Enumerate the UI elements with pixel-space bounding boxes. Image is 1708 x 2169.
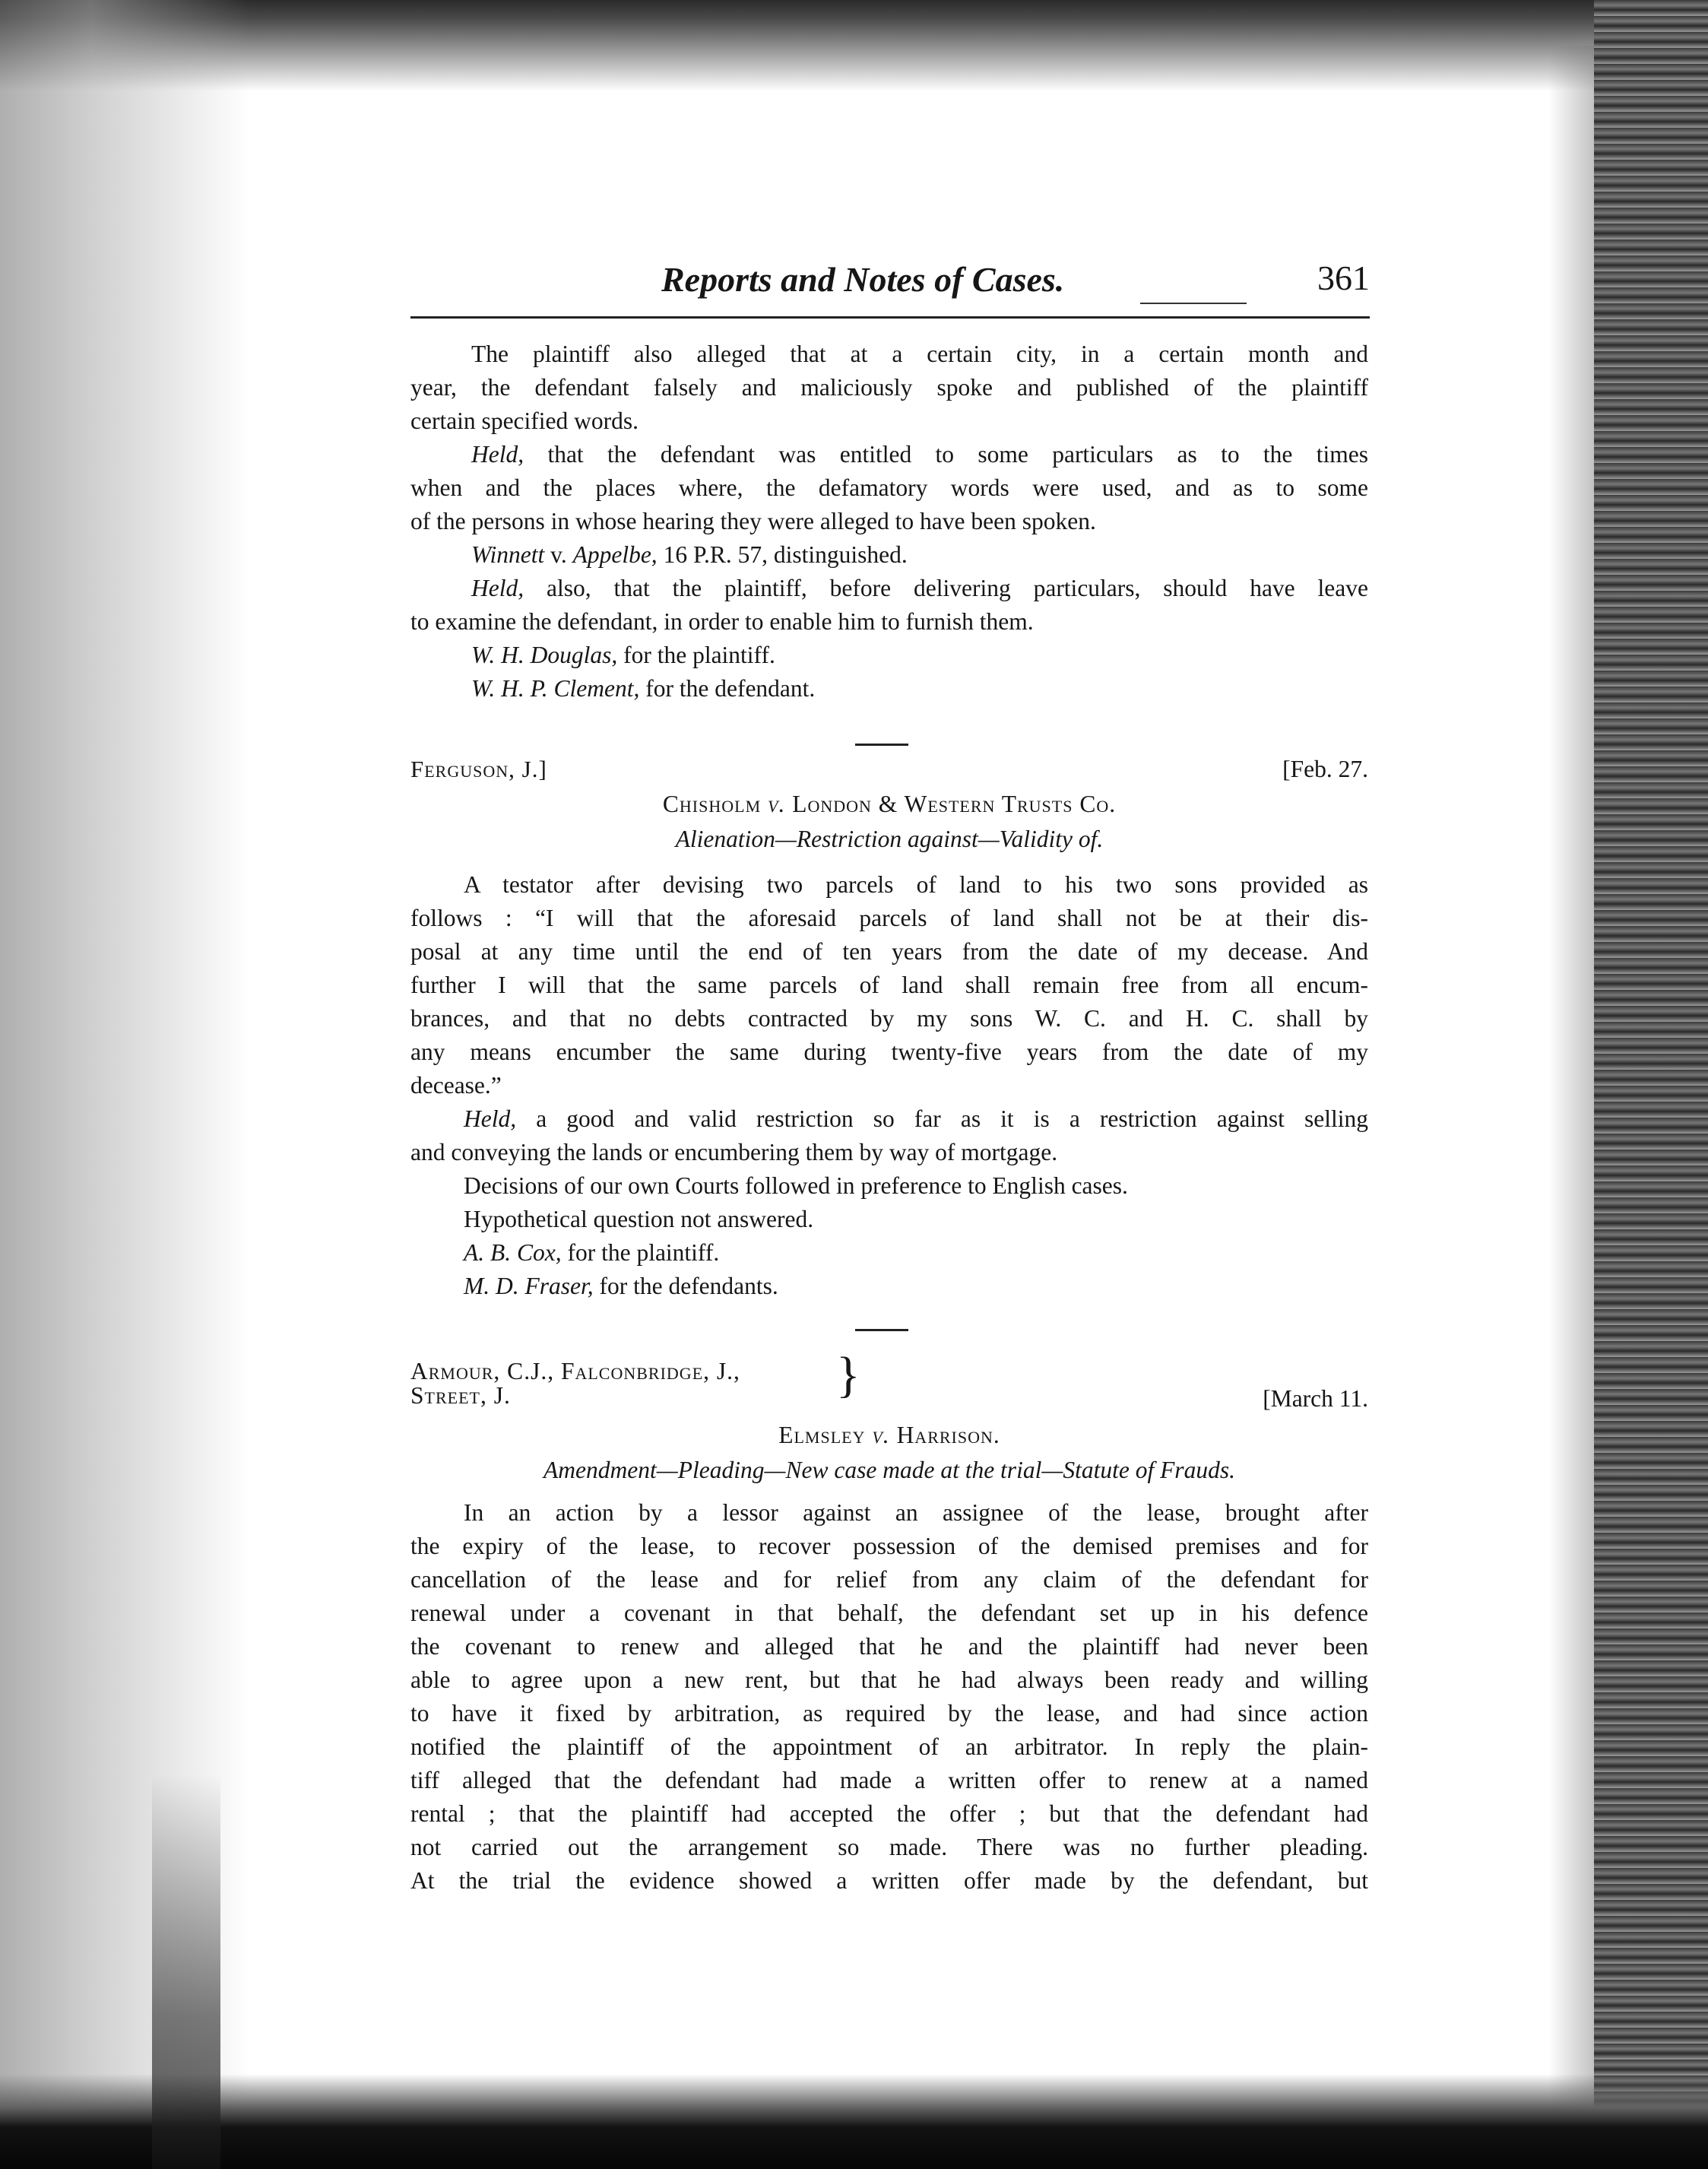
- paragraph-line: to have it fixed by arbitration, as required by the lease, and had since action: [410, 1700, 1368, 1727]
- counsel-name: W. H. Douglas,: [471, 642, 618, 668]
- paragraph-line: follows : “I will that the aforesaid parcels of land shall not be at their dis-: [410, 905, 1368, 931]
- party-name: London & Western Trusts Co.: [792, 791, 1117, 817]
- paragraph-line: the covenant to renew and alleged that he and the plaintiff had never been: [410, 1633, 1368, 1660]
- case-title: [410, 1419, 1368, 1452]
- counsel-line: [410, 639, 1368, 672]
- case-subject-text: Amendment—Pleading—New case made at the trial—Statute of Frauds.: [543, 1457, 1235, 1483]
- paragraph-line: At the trial the evidence showed a written offer made by the defendant, but: [410, 1867, 1368, 1894]
- judge-name: Ferguson, J.]: [410, 756, 547, 782]
- paragraph-line: Hypothetical question not answered.: [464, 1206, 814, 1232]
- judges-brace: }: [836, 1347, 860, 1403]
- paragraph-line: further I will that the same parcels of land shall remain free from all encum-: [410, 972, 1368, 998]
- paragraph-line: the expiry of the lease, to recover possession of the demised premises and for: [410, 1533, 1368, 1559]
- case-date: [March 11.: [1263, 1385, 1368, 1412]
- scan-edge-right: [1594, 0, 1708, 2169]
- party-name: Harrison.: [896, 1422, 1000, 1448]
- paragraph-line: brances, and that no debts contracted by my sons W. C. and H. C. shall by: [410, 1005, 1368, 1032]
- case-date: [Feb. 27.: [1282, 756, 1368, 782]
- versus: v.: [865, 1422, 897, 1448]
- counsel-role: for the plaintiff.: [617, 642, 775, 668]
- scan-edge-top: [0, 0, 1708, 91]
- paragraph-line: The plaintiff also alleged that at a certain city, in a certain month and: [471, 341, 1368, 367]
- versus: v.: [761, 791, 793, 817]
- scan-edge-bottom: [0, 2074, 1708, 2169]
- paragraph-line: able to agree upon a new rent, but that he had always been ready and willing: [410, 1666, 1368, 1693]
- header-rule: [410, 316, 1370, 319]
- paragraph-line: not carried out the arrangement so made. There was no further pleading.: [410, 1834, 1368, 1860]
- case-subject: [410, 823, 1368, 856]
- party-name: Chisholm: [662, 791, 762, 817]
- held-paragraph-line: [410, 572, 1368, 605]
- case-subject: [410, 1454, 1368, 1487]
- section-separator: [855, 744, 908, 746]
- party-name: Elmsley: [778, 1422, 866, 1448]
- counsel-line: [410, 1270, 1368, 1303]
- judges-line: Armour, C.J., Falconbridge, J.,: [410, 1358, 740, 1384]
- case-name: Appelbe,: [572, 541, 658, 568]
- paragraph-line: Decisions of our own Courts followed in preference to English cases.: [464, 1172, 1128, 1199]
- paragraph-line: rental ; that the plaintiff had accepted the offer ; but that the defendant had: [410, 1800, 1368, 1827]
- held-word: Held,: [464, 1105, 517, 1132]
- paragraph-text: that the defendant was entitled to some particulars as to the times: [524, 441, 1368, 468]
- paragraph-line: renewal under a covenant in that behalf, the defendant set up in his defence: [410, 1600, 1368, 1626]
- paragraph-line: In an action by a lessor against an assignee of the lease, brought after: [464, 1499, 1368, 1526]
- header-underline: [1140, 303, 1247, 304]
- paragraph-line: tiff alleged that the defendant had made a written offer to renew at a named: [410, 1767, 1368, 1793]
- case-citation-line: [410, 538, 1368, 572]
- paragraph-line: cancellation of the lease and for relief from any claim of the defendant for: [410, 1566, 1368, 1593]
- counsel-name: M. D. Fraser,: [464, 1273, 594, 1299]
- paragraph-line: decease.”: [410, 1072, 502, 1099]
- held-word: Held,: [471, 441, 524, 468]
- held-word: Held,: [471, 575, 524, 601]
- judges-line: Street, J.: [410, 1382, 511, 1409]
- scan-edge-bottom-left: [152, 1774, 220, 2169]
- counsel-name: W. H. P. Clement,: [471, 675, 640, 702]
- paragraph-line: any means encumber the same during twenty-five years from the date of my: [410, 1039, 1368, 1065]
- paragraph-line: to examine the defendant, in order to enable him to furnish them.: [410, 608, 1034, 635]
- scan-edge-right-shadow: [1548, 46, 1594, 2129]
- counsel-line: [410, 672, 1368, 706]
- case-name: Winnett: [471, 541, 545, 568]
- paragraph-text: a good and valid restriction so far as it is a restriction against selling: [516, 1105, 1368, 1132]
- paragraph-line: A testator after devising two parcels of land to his two sons provided as: [464, 871, 1368, 898]
- page-number: 361: [1317, 258, 1370, 297]
- paragraph-line: of the persons in whose hearing they were alleged to have been spoken.: [410, 508, 1096, 534]
- counsel-role: for the defendants.: [593, 1273, 778, 1299]
- paragraph-text: also, that the plaintiff, before delivering particulars, should have leave: [524, 575, 1368, 601]
- held-paragraph-line: [410, 438, 1368, 471]
- paragraph-line: notified the plaintiff of the appointment of an arbitrator. In reply the plain-: [410, 1733, 1368, 1760]
- section-separator: [855, 1329, 908, 1331]
- versus: v.: [544, 541, 573, 568]
- counsel-role: for the defendant.: [639, 675, 816, 702]
- paragraph-line: and conveying the lands or encumbering them by way of mortgage.: [410, 1139, 1058, 1165]
- held-paragraph-line: [410, 1102, 1368, 1136]
- paragraph-line: certain specified words.: [410, 407, 639, 434]
- paragraph-line: when and the places where, the defamatory words were used, and as to some: [410, 474, 1368, 501]
- paragraph-line: posal at any time until the end of ten years from the date of my decease. And: [410, 938, 1368, 965]
- case-subject-text: Alienation—Restriction against—Validity of.: [675, 826, 1104, 852]
- case-title: [410, 788, 1368, 821]
- counsel-role: for the plaintiff.: [561, 1239, 720, 1266]
- citation-text: 16 P.R. 57, distinguished.: [657, 541, 908, 568]
- counsel-name: A. B. Cox,: [464, 1239, 562, 1266]
- counsel-line: [410, 1236, 1368, 1270]
- paragraph-line: year, the defendant falsely and maliciously spoke and published of the plaintiff: [410, 374, 1368, 401]
- running-header-title: Reports and Notes of Cases.: [661, 260, 1065, 299]
